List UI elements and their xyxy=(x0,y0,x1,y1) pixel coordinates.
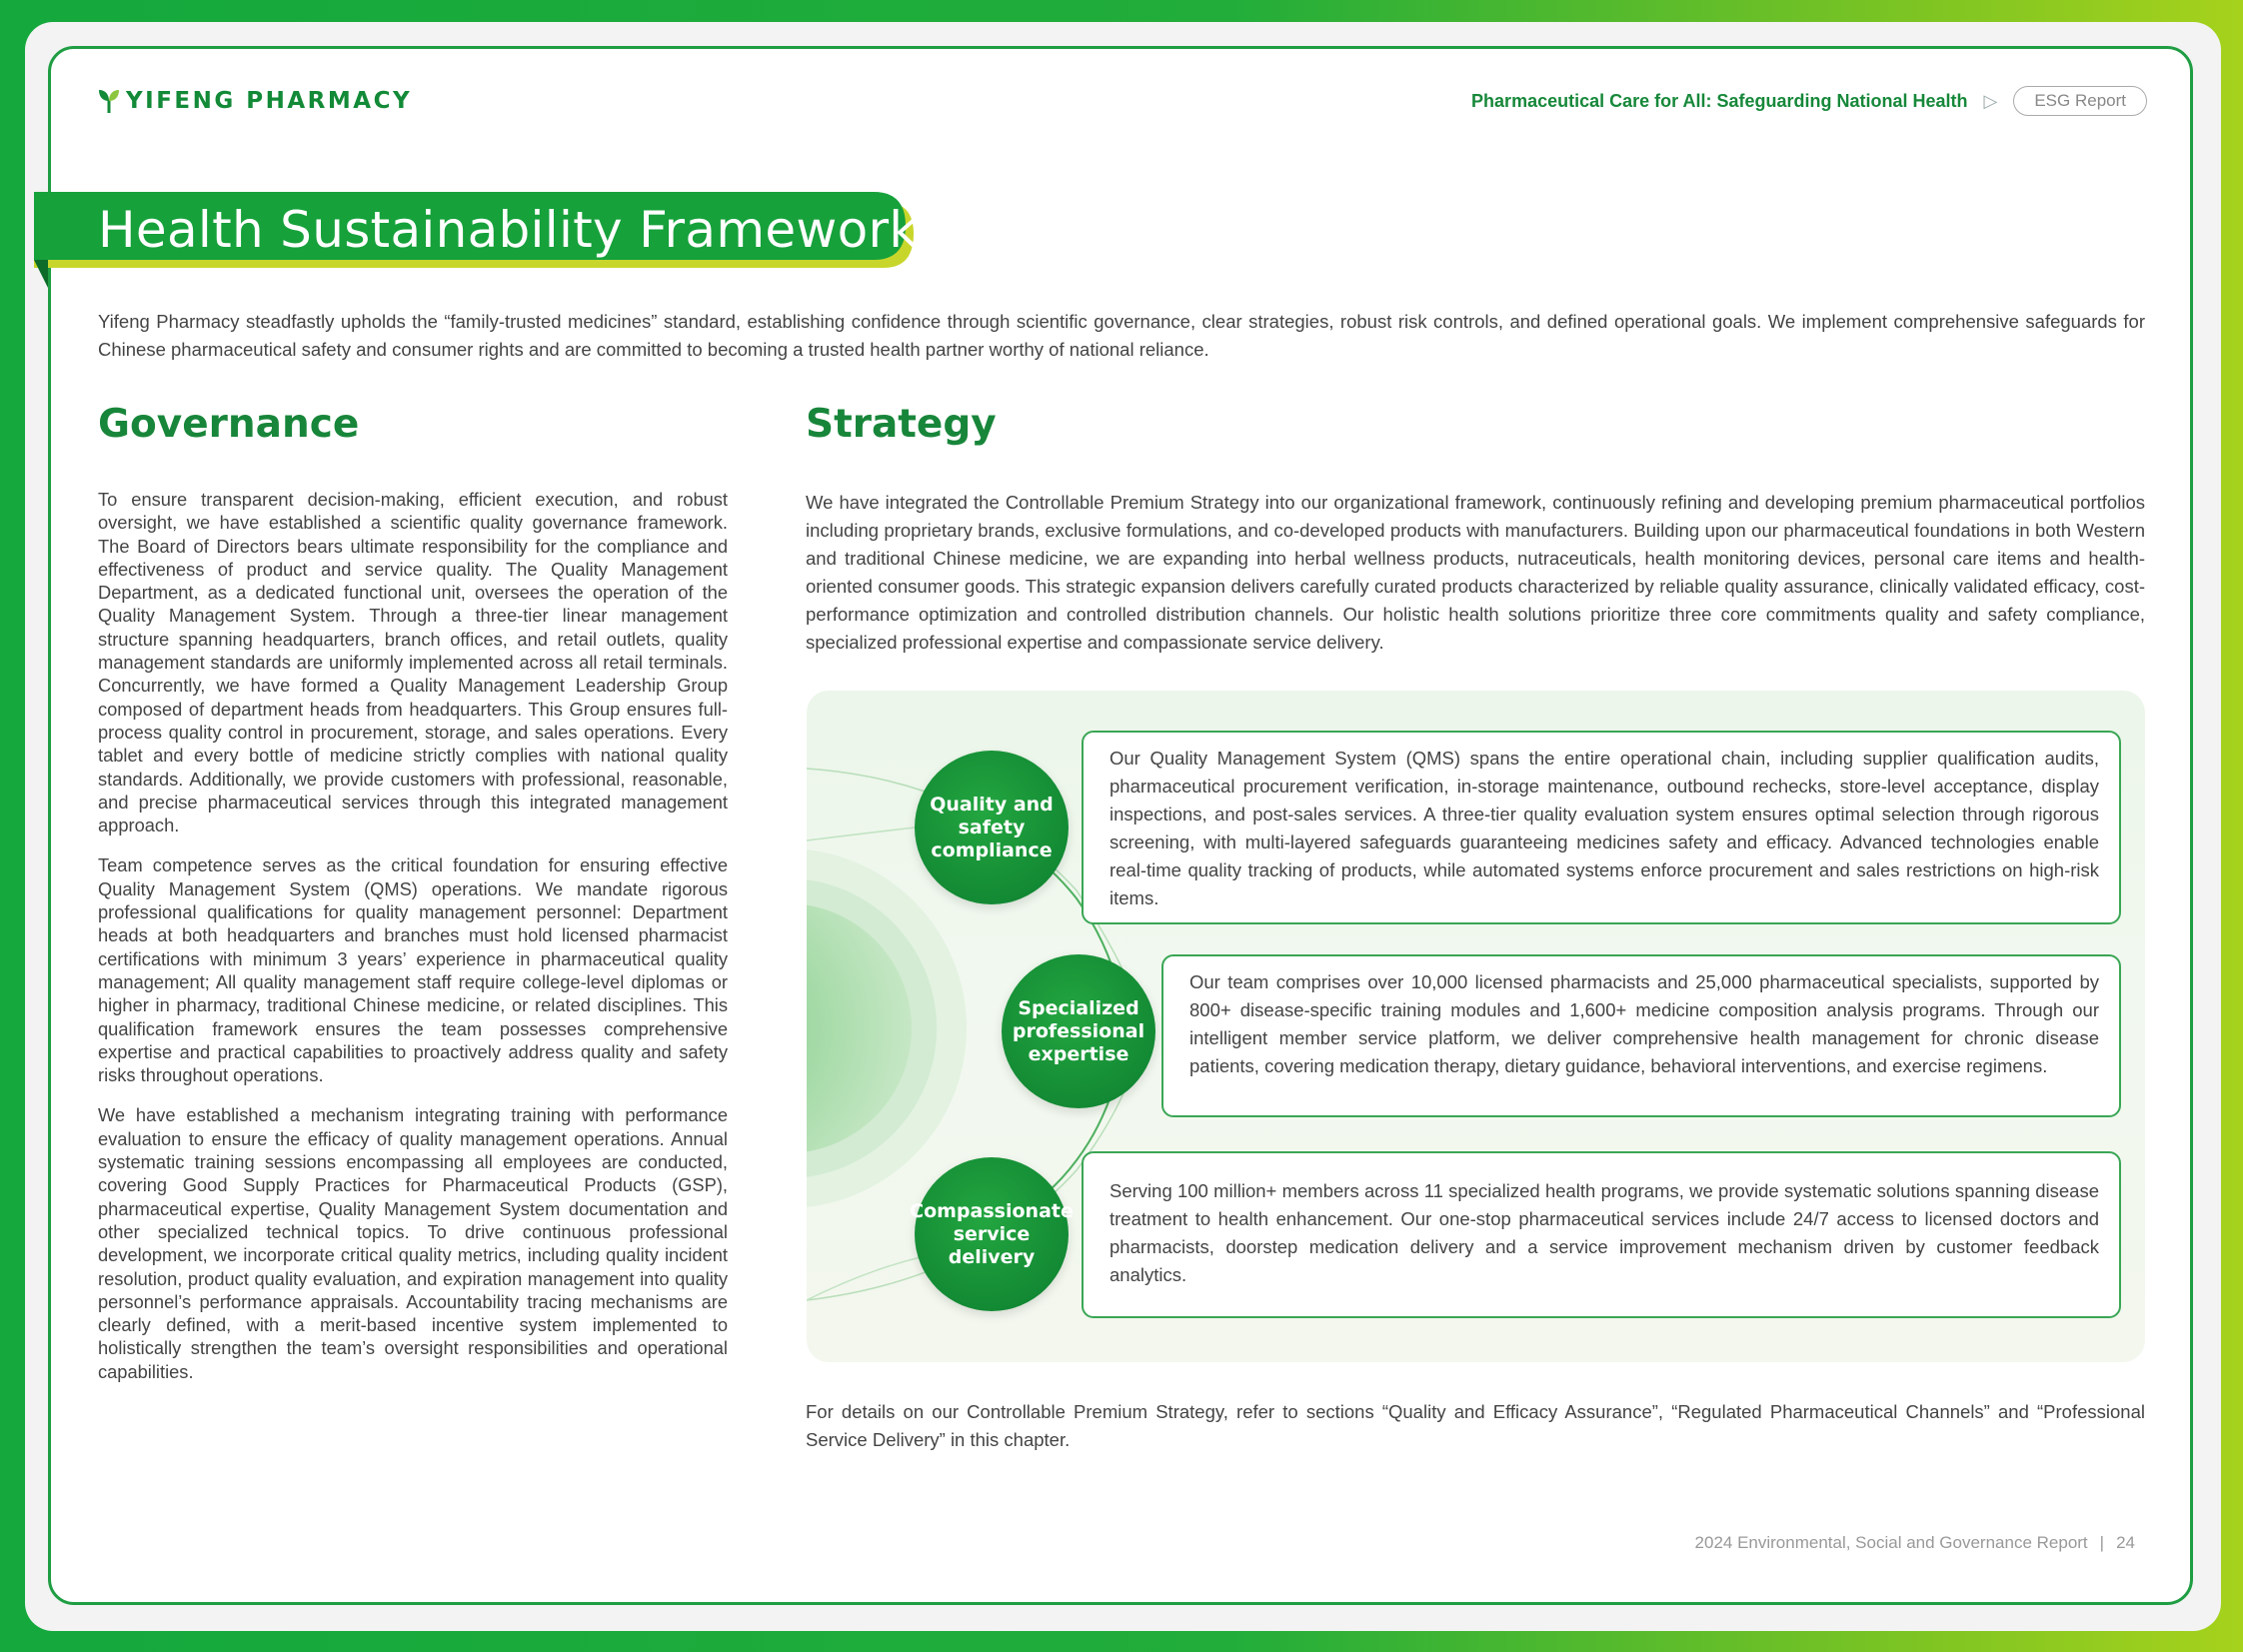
esg-report-tag: ESG Report xyxy=(2013,86,2147,116)
report-tagline: Pharmaceutical Care for All: Safeguarding National Health xyxy=(1471,90,1968,111)
triangle-right-icon: ▷ xyxy=(1983,90,1998,111)
pillar-professional-expertise-card: Our team comprises over 10,000 licensed pharmacists and 25,000 pharmaceutical specialists, supported by 800+ disease-specific training modules and 1,600+ medicine composition analysis programs. Through our intelligent member service platform, we deliver comprehensive health management for chronic disease patients, covering medication therapy, dietary guidance, behavioral interventions, and exercise regimens. xyxy=(1161,954,2121,1117)
governance-paragraph: To ensure transparent decision-making, efficient execution, and robust oversight, we have established a scientific quality governance framework. The Board of Directors bears ultimate responsibility for the compliance and effectiveness of product and service quality. The Quality Management Department, as a dedicated functional unit, oversees the operation of the Quality Management System. Through a three-tier linear management structure spanning headquarters, branch offices, and retail outlets, quality management standards are uniformly implemented across all retail terminals. Concurrently, we have formed a Quality Management Leadership Group composed of department heads from headquarters. This Group ensures full-process quality control in procurement, storage, and sales operations. Every tablet and every bottle of medicine strictly complies with national quality standards. Additionally, we provide customers with professional, reasonable, and precise pharmaceutical services through this integrated management approach. xyxy=(98,489,728,836)
header-nav xyxy=(1471,86,2147,116)
footer-separator: | xyxy=(2099,1533,2105,1552)
pillar-quality-safety-card: Our Quality Management System (QMS) spans the entire operational chain, including supplier qualification audits, pharmaceutical procurement verification, in-storage maintenance, outbound rechecks, store-level acceptance, display inspections, and post-sales services. A three-tier quality evaluation system ensures optimal selection through rigorous screening, with multi-layered safeguards guaranteeing medicines safety and efficacy. Advanced technologies enable real-time quality tracking of products, while automated systems enforce procurement and sales restrictions on high-risk items. xyxy=(1082,731,2121,924)
page-footer xyxy=(1695,1533,2135,1553)
page-title: Health Sustainability Framework xyxy=(98,201,919,259)
title-banner xyxy=(34,192,919,292)
governance-body xyxy=(98,488,728,1400)
pillar-compassionate-service: Compassionate service delivery xyxy=(915,1157,1069,1311)
brand-logo xyxy=(98,88,412,114)
strategy-heading: Strategy xyxy=(806,402,997,447)
strategy-paragraph: We have integrated the Controllable Premium Strategy into our organizational framework, continuously refining and developing premium pharmaceutical portfolios including proprietary brands, exclusive formulations, and co-developed products with manufacturers. Building upon our pharmaceutical foundations in both Western and traditional Chinese medicine, we are expanding into herbal wellness products, nutraceuticals, health monitoring devices, personal care items and health-oriented consumer goods. This strategic expansion delivers carefully curated products characterized by reliable quality assurance, clinically validated efficacy, cost-performance optimization and controlled distribution channels. Our holistic health solutions prioritize three core commitments quality and safety compliance, specialized professional expertise and compassionate service delivery. xyxy=(806,492,2145,653)
strategy-pillars-panel xyxy=(807,691,2145,1362)
pillar-quality-safety: Quality and safety compliance xyxy=(915,751,1069,904)
governance-paragraph: We have established a mechanism integrating training with performance evaluation to ensure the efficacy of quality management operations. Annual systematic training sessions encompassing all employees are conducted, covering Good Supply Practices for Pharmaceutical Products (GSP), pharmaceutical expertise, Quality Management System documentation and other specialized technical topics. To drive continuous professional development, we incorporate critical quality metrics, including quality incident resolution, product quality evaluation, and expiration management into quality personnel’s performance appraisals. Accountability tracing mechanisms are clearly defined, with a merit-based incentive system implemented to holistically strengthen the team’s oversight responsibilities and operational capabilities. xyxy=(98,1104,728,1382)
governance-paragraph: Team competence serves as the critical foundation for ensuring effective Quality Management System (QMS) operations. We mandate rigorous professional qualifications for quality management personnel: Department heads at both headquarters and branches must hold licensed pharmacist certifications with minimum 3 years’ experience in pharmaceutical quality management; All quality management staff require college-level diplomas or higher in pharmacy, traditional Chinese medicine, or related disciplines. This qualification framework ensures the team possesses comprehensive expertise and practical capabilities to proactively address quality and safety risks throughout operations. xyxy=(98,854,728,1086)
governance-heading: Governance xyxy=(98,402,360,447)
page-number: 24 xyxy=(2116,1533,2135,1552)
pillar-professional-expertise: Specialized professional expertise xyxy=(1002,954,1155,1108)
pillar-compassionate-service-card: Serving 100 million+ members across 11 specialized health programs, we provide systematic solutions spanning disease treatment to health enhancement. Our one-stop pharmaceutical services include 24/7 access to licensed doctors and pharmacists, doorstep medication delivery and a service improvement mechanism driven by customer feedback analytics. xyxy=(1082,1151,2121,1318)
brand-name: YIFENG PHARMACY xyxy=(126,88,413,114)
report-name: 2024 Environmental, Social and Governance Report xyxy=(1694,1533,2088,1552)
intro-paragraph: Yifeng Pharmacy steadfastly upholds the “family-trusted medicines” standard, establishing confidence through scientific governance, clear strategies, robust risk controls, and defined operational goals. We implement comprehensive safeguards for Chinese pharmaceutical safety and consumer rights and are committed to becoming a trusted health partner worthy of national reliance. xyxy=(98,311,2145,360)
leaf-logo-icon xyxy=(98,88,120,114)
strategy-footnote: For details on our Controllable Premium Strategy, refer to sections “Quality and Efficacy Assurance”, “Regulated Pharmaceutical Channels” and “Professional Service Delivery” in this chapter. xyxy=(806,1401,2145,1450)
